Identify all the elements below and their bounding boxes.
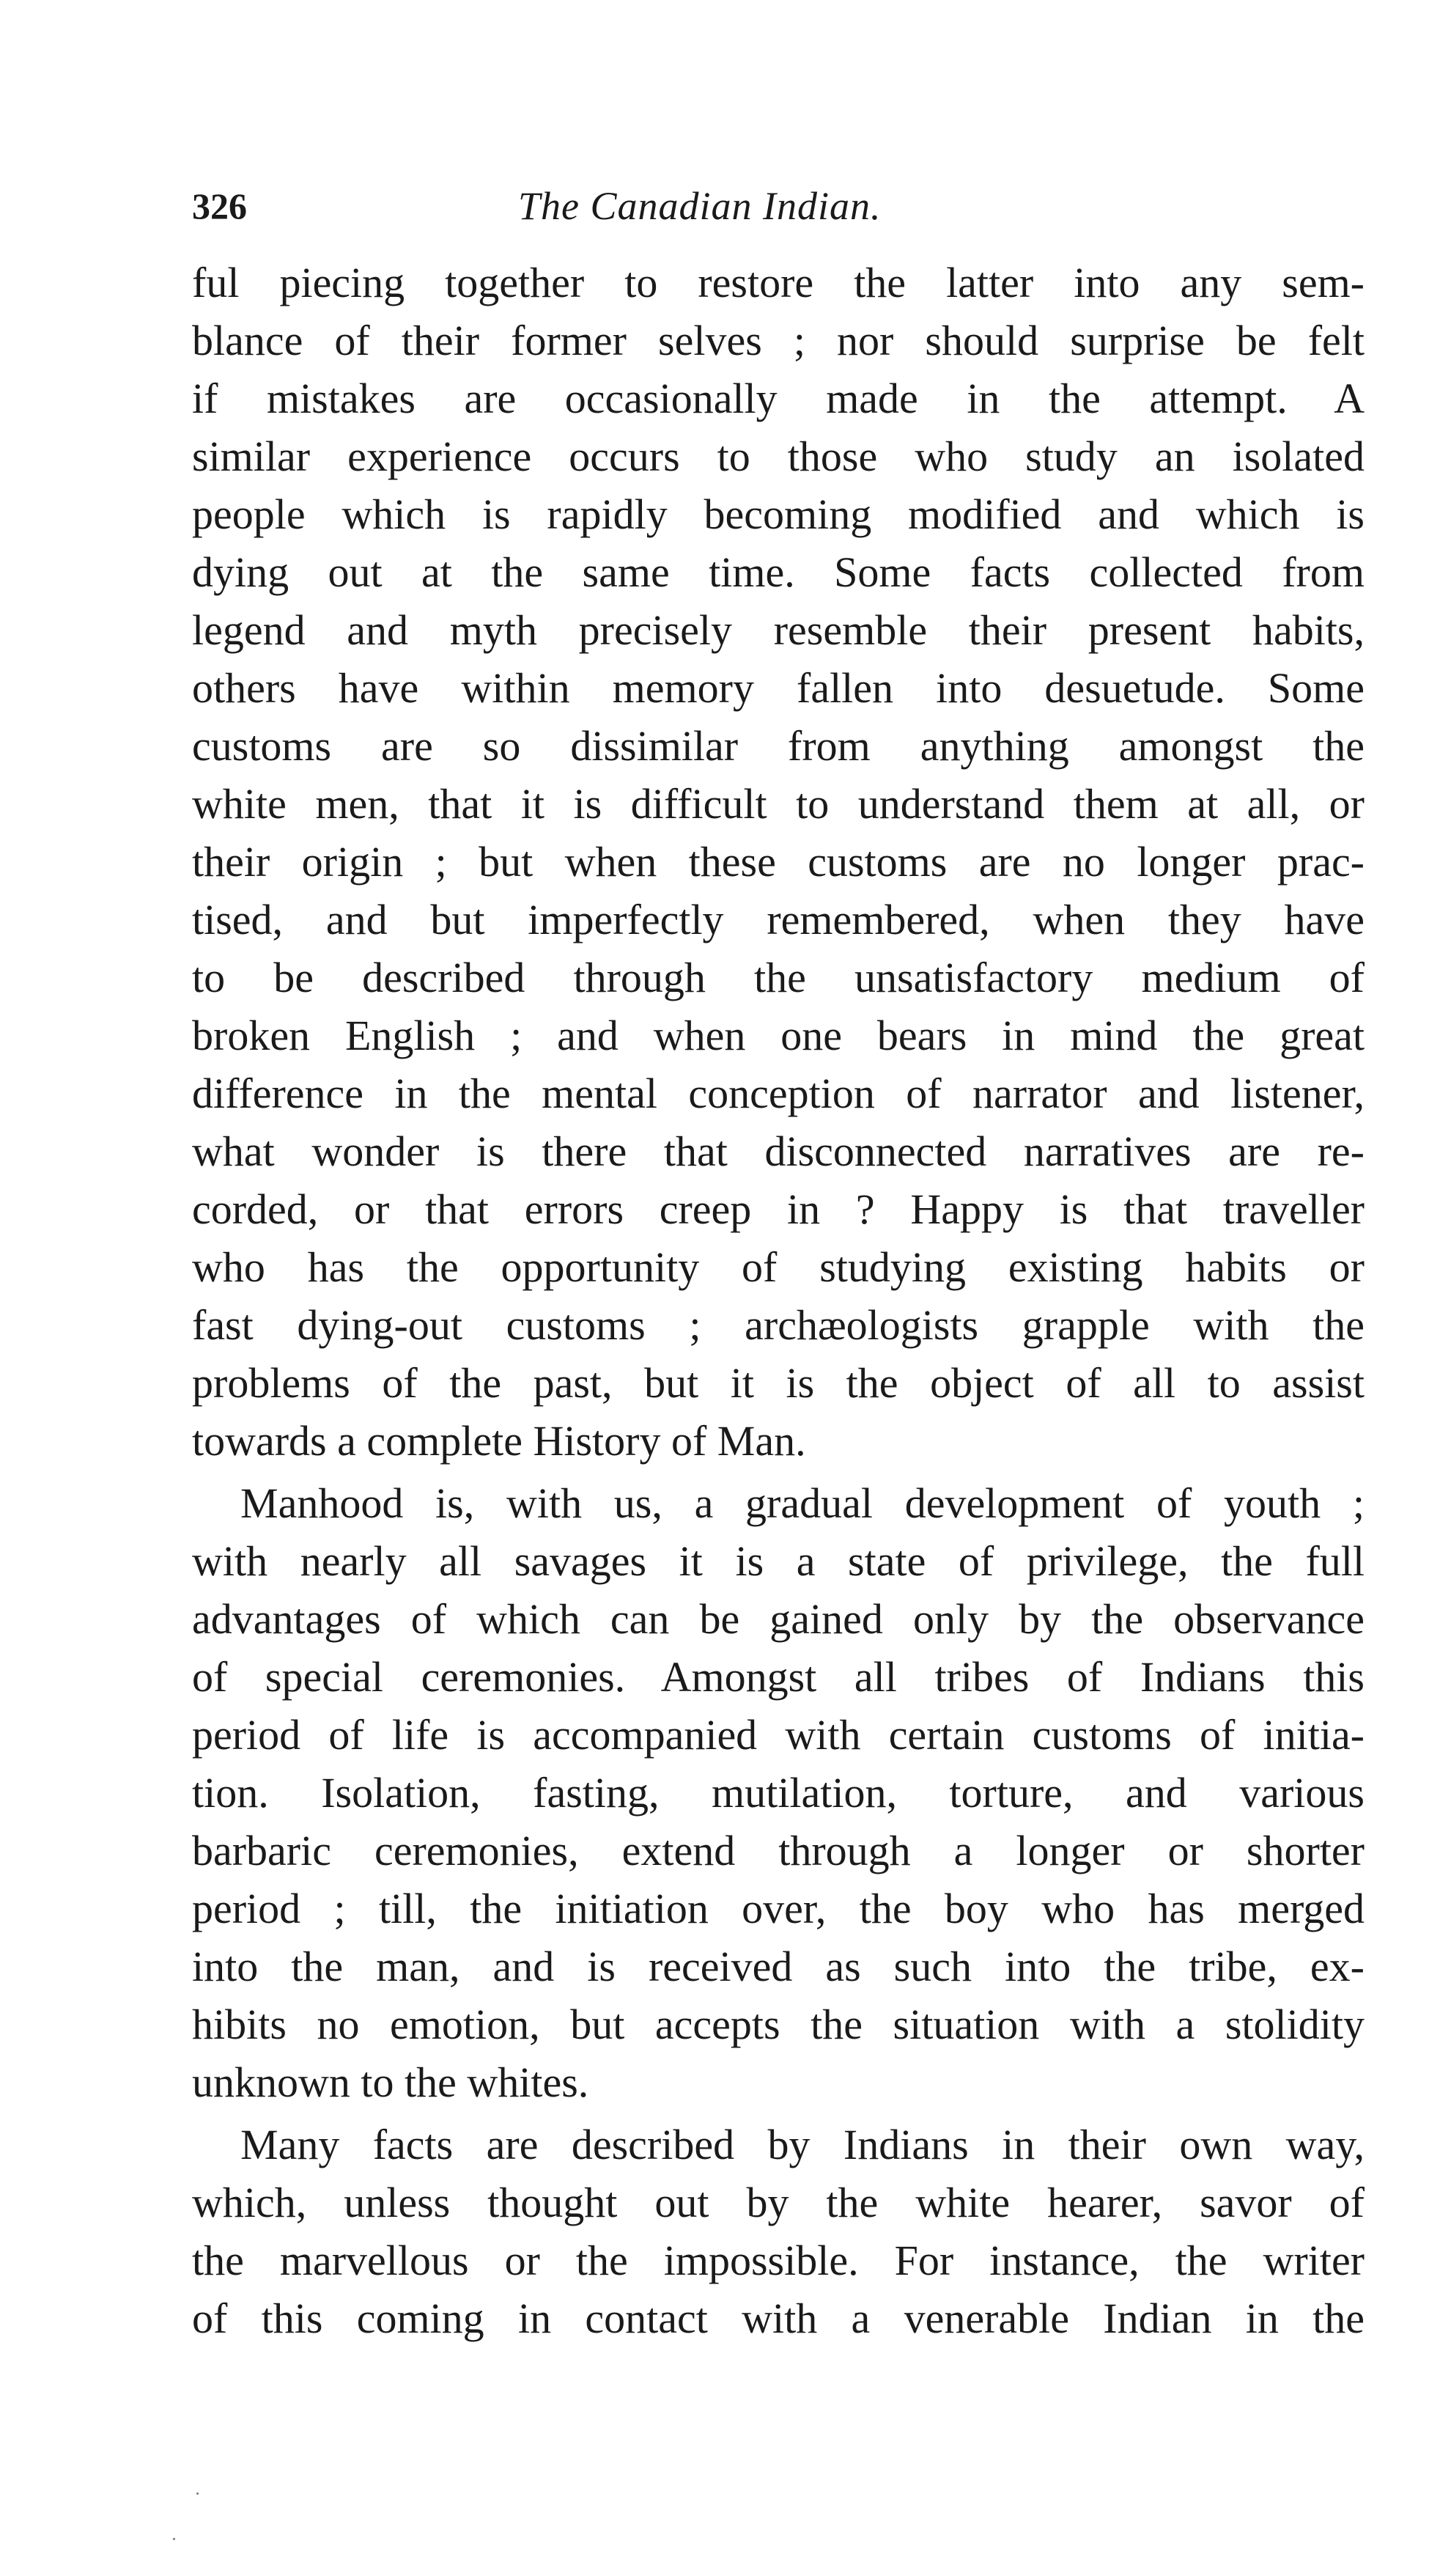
- text-line: ful piecing together to restore the latter into any sem-: [192, 259, 1365, 306]
- paragraph: [192, 2116, 1365, 2347]
- text-line: legend and myth precisely resemble their present habits,: [192, 606, 1365, 654]
- scan-speck: [173, 2538, 175, 2540]
- text-line: tised, and but imperfectly remembered, when they have: [192, 896, 1365, 943]
- text-line: customs are so dissimilar from anything amongst the: [192, 722, 1365, 770]
- text-line: towards a complete History of Man.: [192, 1417, 806, 1465]
- text-line: others have within memory fallen into desuetude. Some: [192, 664, 1365, 712]
- text-line: hibits no emotion, but accepts the situation with a stolidity: [192, 2001, 1365, 2048]
- text-line: broken English ; and when one bears in mind the great: [192, 1012, 1365, 1059]
- text-line: their origin ; but when these customs are no longer prac-: [192, 838, 1365, 886]
- text-line: barbaric ceremonies, extend through a longer or shorter: [192, 1827, 1365, 1874]
- text-line: which, unless thought out by the white hearer, savor of: [192, 2179, 1365, 2226]
- paragraph-continued: [192, 254, 1365, 1470]
- text-line: advantages of which can be gained only by the observance: [192, 1595, 1365, 1643]
- text-line: tion. Isolation, fasting, mutilation, torture, and various: [192, 1769, 1365, 1817]
- paragraph: [192, 1474, 1365, 2111]
- text-line: blance of their former selves ; nor should surprise be felt: [192, 317, 1365, 364]
- text-line: unknown to the whites.: [192, 2058, 589, 2106]
- text-line: people which is rapidly becoming modified and which is: [192, 490, 1365, 538]
- text-line: the marvellous or the impossible. For instance, the writer: [192, 2237, 1365, 2284]
- text-line: difference in the mental conception of narrator and listener,: [192, 1070, 1365, 1117]
- text-line: similar experience occurs to those who study an isolated: [192, 433, 1365, 480]
- text-line: Manhood is, with us, a gradual development of youth ;: [240, 1479, 1365, 1527]
- text-line: period of life is accompanied with certain customs of initia-: [192, 1711, 1365, 1759]
- text-line: what wonder is there that disconnected narratives are re-: [192, 1127, 1365, 1175]
- text-line: of this coming in contact with a venerable Indian in the: [192, 2295, 1365, 2342]
- page-number: 326: [192, 185, 247, 227]
- text-line: white men, that it is difficult to understand them at all, or: [192, 780, 1365, 828]
- text-line: to be described through the unsatisfactory medium of: [192, 954, 1365, 1001]
- text-line: of special ceremonies. Amongst all tribes of Indians this: [192, 1653, 1365, 1701]
- text-line: if mistakes are occasionally made in the attempt. A: [192, 375, 1365, 422]
- body-text: [192, 254, 1365, 2352]
- text-line: problems of the past, but it is the object of all to assist: [192, 1359, 1365, 1407]
- text-line: fast dying-out customs ; archæologists grapple with the: [192, 1301, 1365, 1349]
- text-line: dying out at the same time. Some facts collected from: [192, 548, 1365, 596]
- text-line: into the man, and is received as such into the tribe, ex-: [192, 1943, 1365, 1990]
- text-line: corded, or that errors creep in ? Happy is that traveller: [192, 1185, 1365, 1233]
- running-head: [192, 180, 1365, 232]
- text-line: with nearly all savages it is a state of privilege, the full: [192, 1537, 1365, 1585]
- scan-speck: [196, 2492, 199, 2495]
- text-line: Many facts are described by Indians in their own way,: [240, 2121, 1365, 2168]
- text-line: who has the opportunity of studying existing habits or: [192, 1243, 1365, 1291]
- text-line: period ; till, the initiation over, the boy who has merged: [192, 1885, 1365, 1932]
- running-title: The Canadian Indian.: [518, 184, 882, 228]
